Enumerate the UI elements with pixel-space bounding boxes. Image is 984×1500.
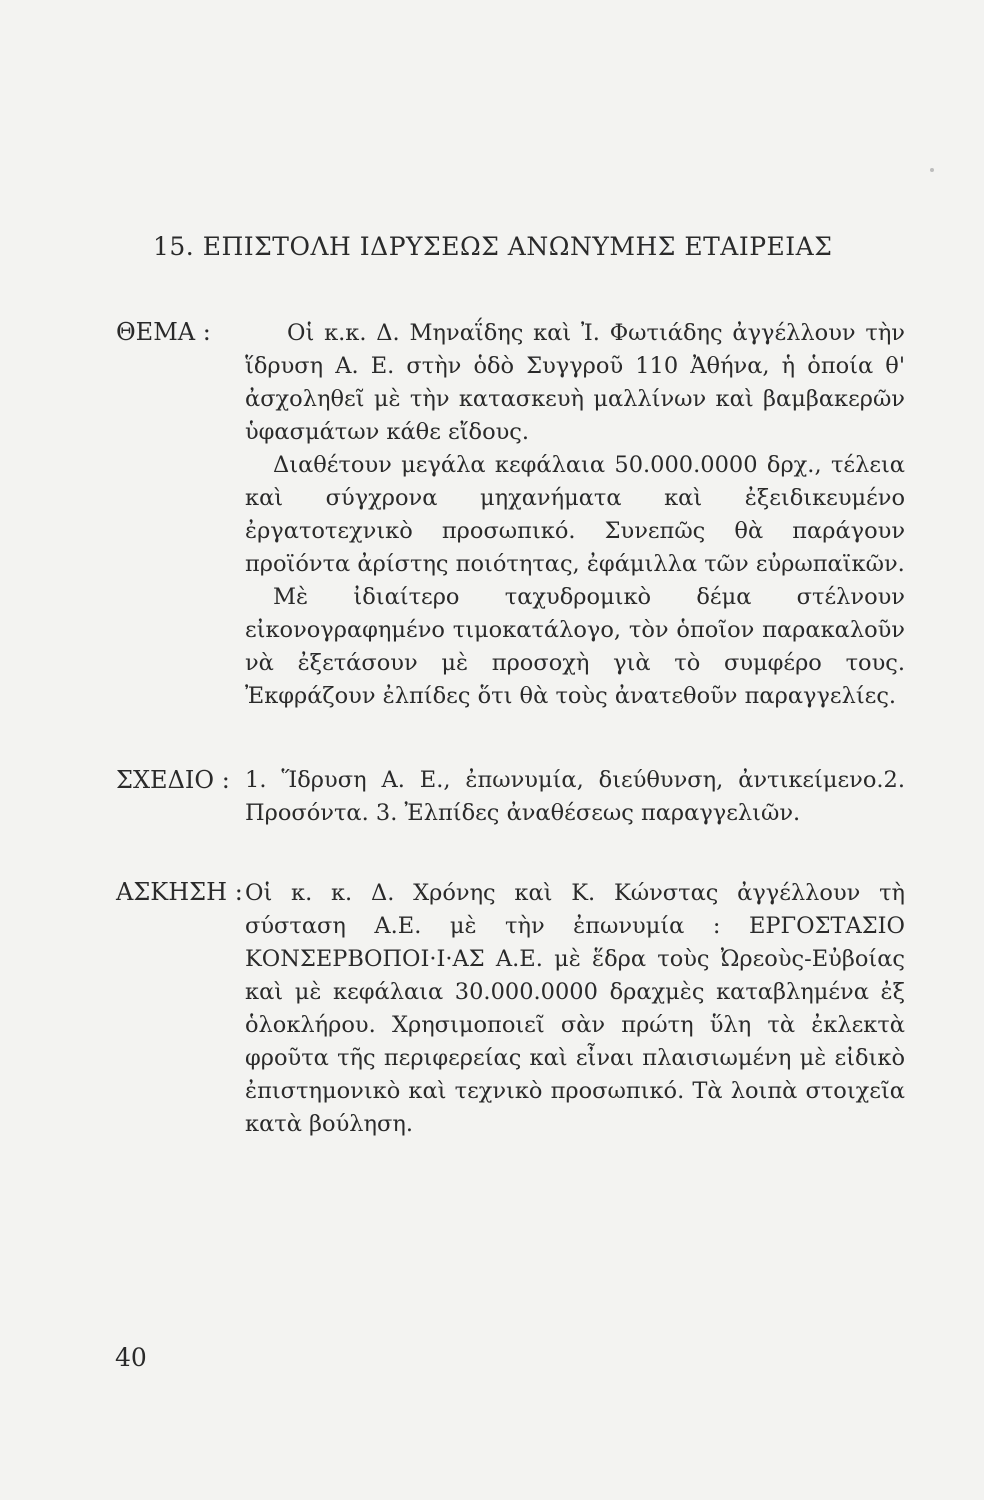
scan-speck	[930, 168, 934, 172]
theme-paragraph-3: Μὲ ἰδιαίτερο ταχυδρομικὸ δέμα στέλνουν εἰκονογραφημένο τιμοκατάλογο, τὸν ὁποῖον παρακαλοῦν νὰ ἐξετάσουν μὲ προσοχὴ γιὰ τὸ συμφέρο τους. Ἐκφράζουν ἐλπίδες ὅτι θὰ τοὺς ἀνατεθοῦν παραγγελίες.	[245, 584, 905, 709]
theme-body	[245, 317, 905, 713]
theme-label: ΘΕΜΑ :	[116, 318, 211, 346]
exercise-label: ΑΣΚΗΣΗ :	[116, 878, 243, 906]
exercise-text: Οἱ κ. κ. Δ. Χρόνης καὶ Κ. Κώνστας ἀγγέλλουν τὴ σύσταση Α.Ε. μὲ τὴν ἐπωνυμία : ΕΡΓΟΣΤΑΣΙΟ ΚΟΝΣΕΡΒΟΠΟΙ·Ι·ΑΣ Α.Ε. μὲ ἕδρα τοὺς Ὠρεοὺς-Εὐβοίας καὶ μὲ κεφάλαια 30.000.0000 δραχμὲς καταβλημένα ἐξ ὁλοκλήρου. Χρησιμοποιεῖ σὰν πρώτη ὕλη τὰ ἐκλεκτὰ φροῦτα τῆς περιφερείας καὶ εἶναι πλαισιωμένη μὲ εἰδικὸ ἐπιστημονικὸ καὶ τεχνικὸ προσωπικό. Τὰ λοιπὰ στοιχεῖα κατὰ βούληση.	[245, 880, 905, 1137]
exercise-body	[245, 877, 905, 1141]
theme-paragraph-1: Οἱ κ.κ. Δ. Μηναΐδης καὶ Ἰ. Φωτιάδης ἀγγέλλουν τὴν ἵδρυση Α. Ε. στὴν ὁδὸ Συγγροῦ 110 Ἀθήνα, ἡ ὁποία θ' ἀσχοληθεῖ μὲ τὴν κατασκευὴ μαλλίνων καὶ βαμβακερῶν ὑφασμάτων κάθε εἴδους.	[245, 320, 905, 445]
page-number: 40	[115, 1343, 147, 1372]
plan-label: ΣΧΕΔΙΟ :	[116, 766, 230, 794]
theme-paragraph-2: Διαθέτουν μεγάλα κεφάλαια 50.000.0000 δρχ., τέλεια καὶ σύγχρονα μηχανήματα καὶ ἐξειδικευμένο ἐργατοτεχνικὸ προσωπικό. Συνεπῶς θὰ παράγουν προϊόντα ἀρίστης ποιότητας, ἐφάμιλλα τῶν εὐρωπαϊκῶν.	[245, 452, 905, 577]
page-title: 15. ΕΠΙΣΤΟΛΗ ΙΔΡΥΣΕΩΣ ΑΝΩΝΥΜΗΣ ΕΤΑΙΡΕΙΑΣ	[153, 232, 833, 261]
plan-text: 1. Ἵδρυση Α. Ε., ἐπωνυμία, διεύθυνση, ἀντικείμενο.2. Προσόντα. 3. Ἐλπίδες ἀναθέσεως παραγγελιῶν.	[245, 767, 905, 826]
plan-body	[245, 764, 905, 830]
